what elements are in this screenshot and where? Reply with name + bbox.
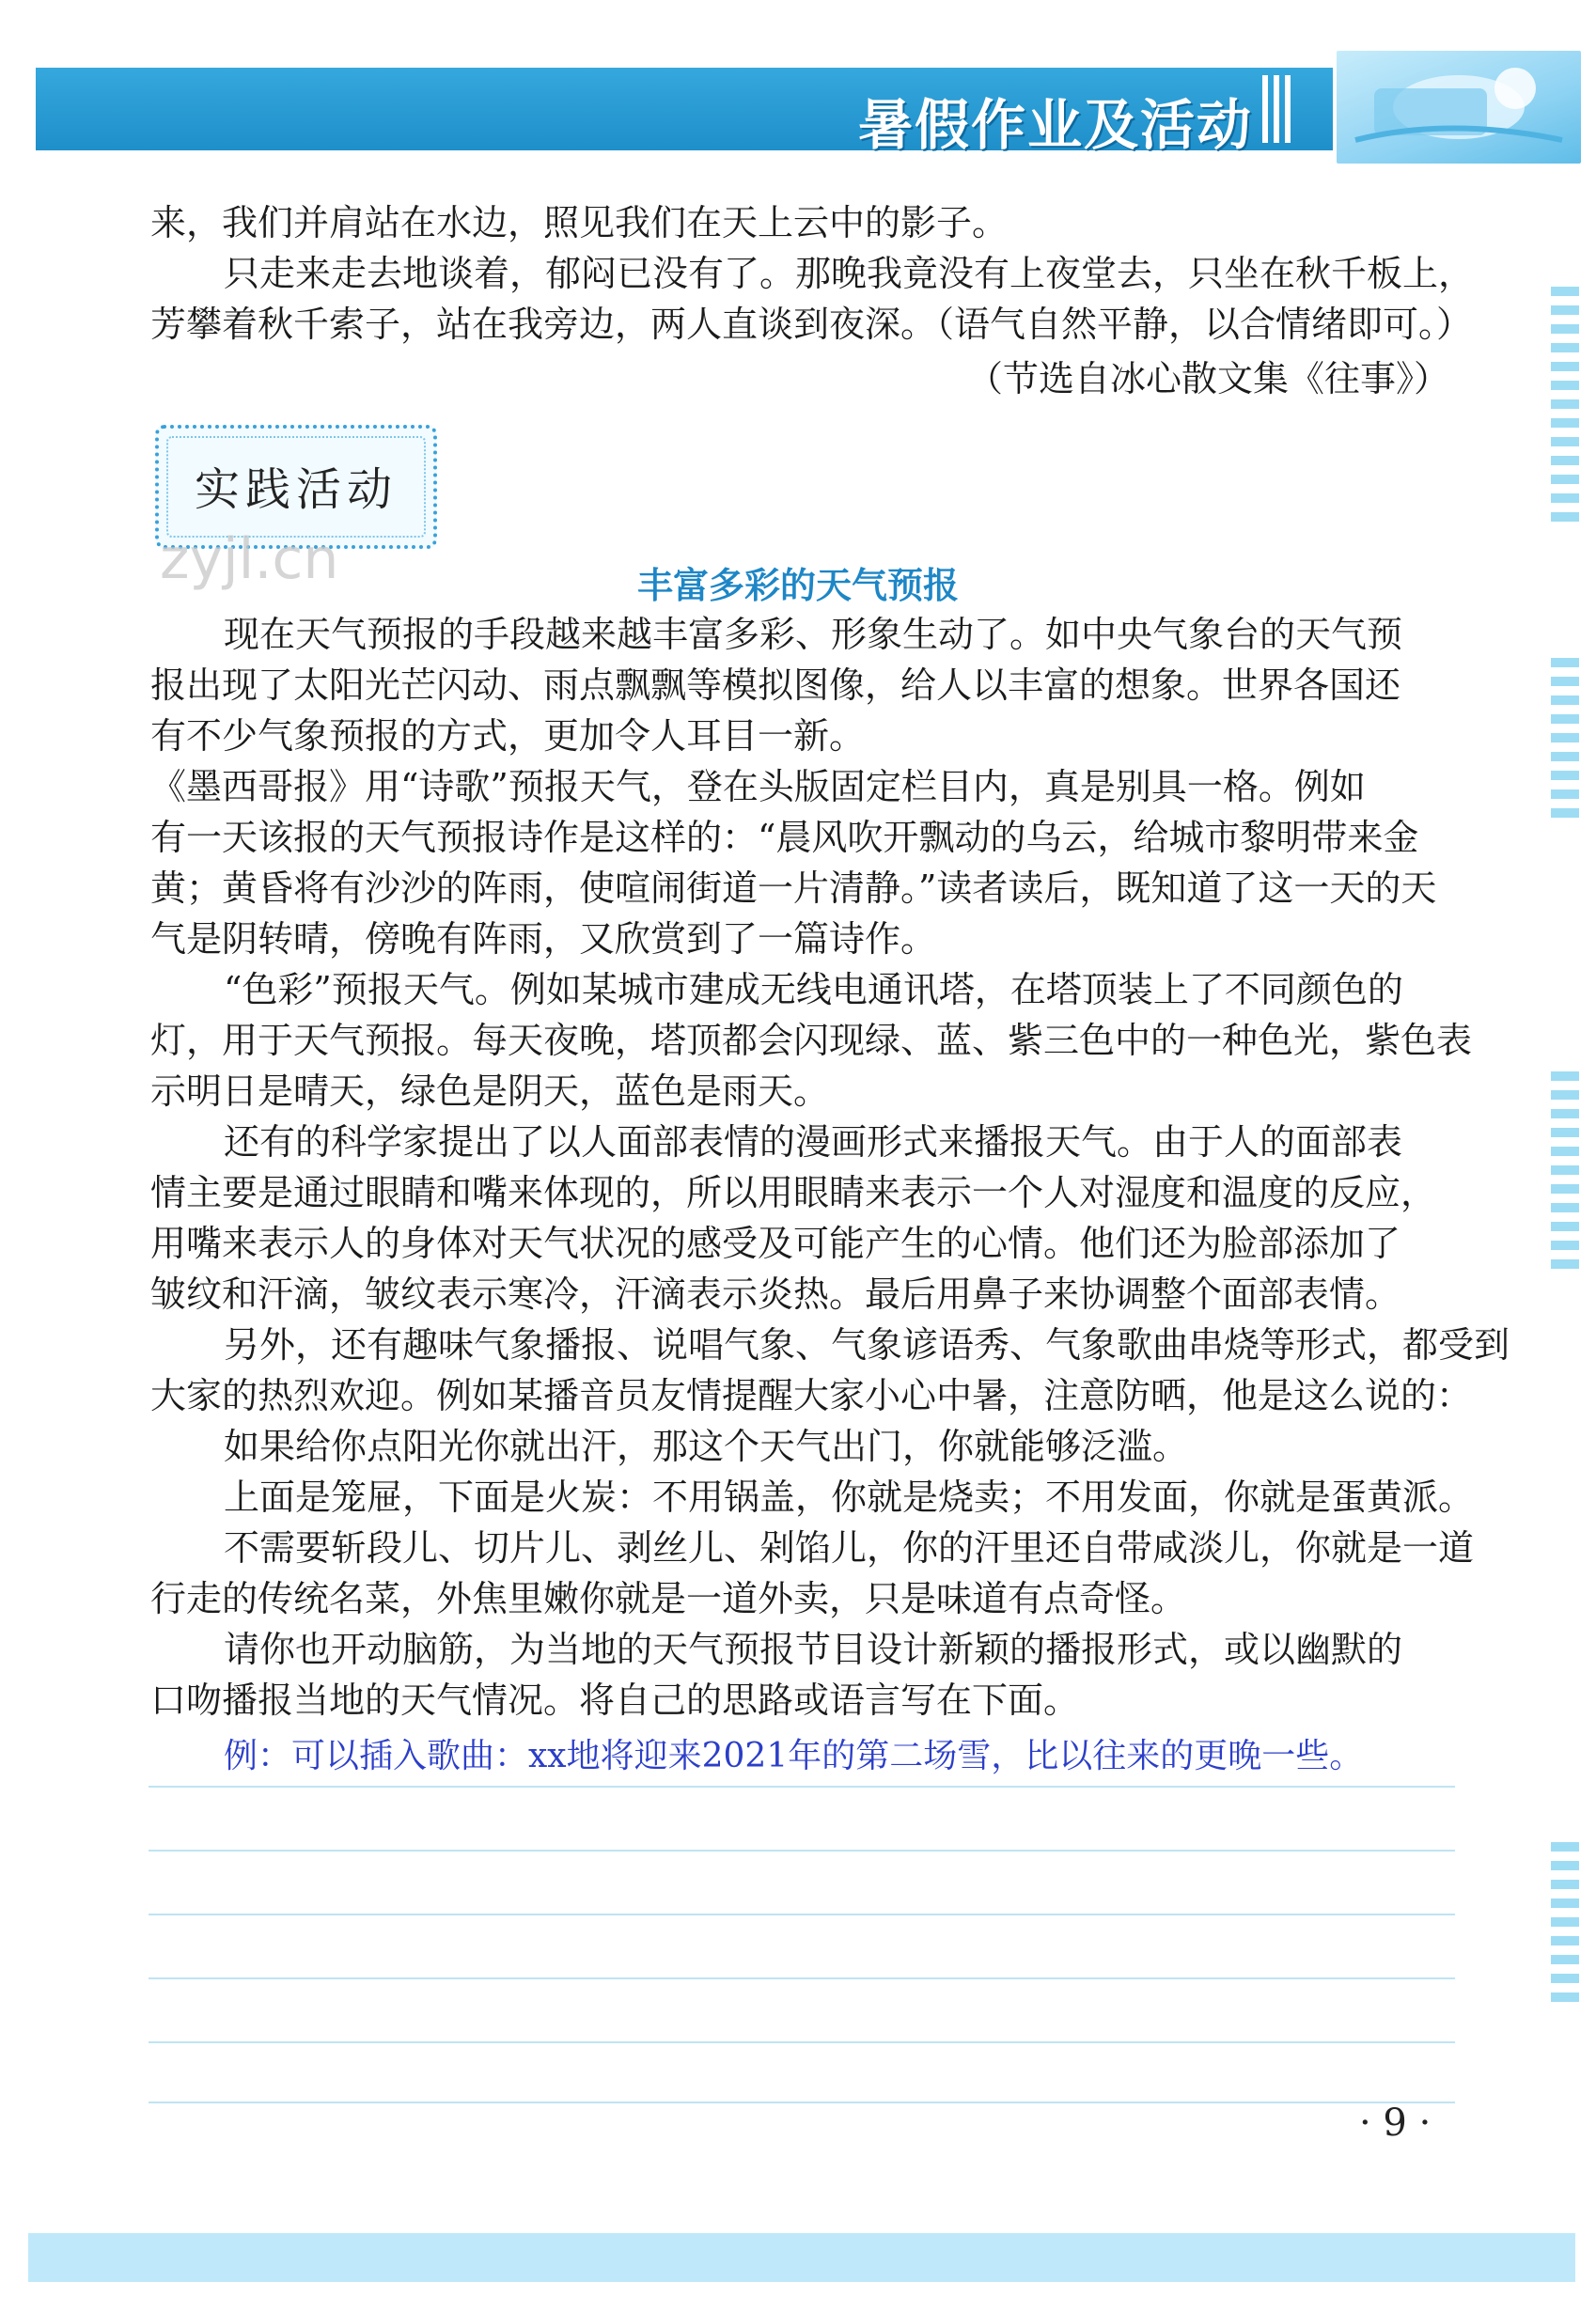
intro-line: 来，我们并肩站在水边，照见我们在天上云中的影子。 — [150, 202, 1009, 243]
quote-line: 上面是笼屉，下面是火炭：不用锅盖，你就是烧卖；不用发面，你就是蛋黄派。 — [224, 1477, 1475, 1518]
writing-line — [149, 1850, 1455, 1852]
page-number: · 9 · — [1359, 2102, 1432, 2145]
writing-line — [149, 2041, 1455, 2043]
body-line: 报出现了太阳光芒闪动、雨点飘飘等模拟图像，给人以丰富的想象。世界各国还 — [150, 664, 1401, 706]
intro-line: 只走来走去地谈着，郁闷已没有了。那晚我竟没有上夜堂去，只坐在秋千板上， — [224, 253, 1475, 294]
body-line: 气是阴转晴，傍晚有阵雨，又欣赏到了一篇诗作。 — [150, 918, 937, 960]
body-line: 《墨西哥报》用“诗歌”预报天气，登在头版固定栏目内，真是别具一格。例如 — [150, 766, 1366, 807]
body-line: 用嘴来表示人的身体对天气状况的感受及可能产生的心情。他们还为脸部添加了 — [150, 1223, 1401, 1264]
body-line: 示明日是晴天，绿色是阴天，蓝色是雨天。 — [150, 1070, 830, 1112]
body-line: 灯，用于天气预报。每天夜晚，塔顶都会闪现绿、蓝、紫三色中的一种色光，紫色表 — [150, 1020, 1473, 1061]
body-line: 另外，还有趣味气象播报、说唱气象、气象谚语秀、气象歌曲串烧等形式，都受到 — [224, 1324, 1510, 1366]
edge-decoration-middle — [1551, 1071, 1579, 1278]
task-line: 请你也开动脑筋，为当地的天气预报节目设计新颖的播报形式，或以幽默的 — [224, 1629, 1403, 1670]
passage-source: （节选自冰心散文集《往事》） — [966, 358, 1449, 399]
edge-decoration-top — [1551, 287, 1579, 531]
body-line: 还有的科学家提出了以人面部表情的漫画形式来播报天气。由于人的面部表 — [224, 1121, 1403, 1163]
body-line: 皱纹和汗滴，皱纹表示寒冷，汗滴表示炎热。最后用鼻子来协调整个面部表情。 — [150, 1274, 1401, 1315]
intro-line: 芳攀着秋千索子，站在我旁边，两人直谈到夜深。（语气自然平静，以合情绪即可。） — [150, 304, 1473, 345]
quote-line: 不需要斩段儿、切片儿、剥丝儿、剁馅儿，你的汗里还自带咸淡儿，你就是一道 — [224, 1527, 1475, 1569]
writing-line — [149, 1786, 1455, 1788]
watermark: zyjl.cn — [160, 526, 339, 592]
body-line: “色彩”预报天气。例如某城市建成无线电通讯塔，在塔顶装上了不同颜色的 — [224, 969, 1403, 1010]
edge-decoration-lower — [1551, 1842, 1579, 2011]
quote-line: 行走的传统名菜，外焦里嫩你就是一道外卖，只是味道有点奇怪。 — [150, 1578, 1187, 1619]
body-line: 有不少气象预报的方式，更加令人耳目一新。 — [150, 715, 866, 757]
answer-text: 例：可以插入歌曲：xx地将迎来2021年的第二场雪，比以往来的更晚一些。 — [224, 1737, 1364, 1775]
article-body — [150, 609, 1510, 1726]
body-line: 现在天气预报的手段越来越丰富多彩、形象生动了。如中央气象台的天气预 — [224, 614, 1403, 655]
activity-title: 丰富多彩的天气预报 — [636, 565, 959, 606]
header-title: 暑假作业及活动 — [857, 93, 1253, 157]
body-line: 情主要是通过眼睛和嘴来体现的，所以用眼睛来表示一个人对湿度和温度的反应， — [150, 1172, 1437, 1213]
activity-label: 实践活动 — [194, 463, 398, 516]
task-line: 口吻播报当地的天气情况。将自己的思路或语言写在下面。 — [150, 1680, 1080, 1721]
intro-passage — [150, 197, 1475, 350]
body-line: 黄；黄昏将有沙沙的阵雨，使喧闹街道一片清静。”读者读后，既知道了这一天的天 — [150, 867, 1437, 909]
edge-decoration-upper — [1551, 658, 1579, 827]
writing-line — [149, 1977, 1455, 1979]
quote-line: 如果给你点阳光你就出汗，那这个天气出门，你就能够泛滥。 — [224, 1426, 1189, 1467]
header-illustration — [1333, 47, 1585, 167]
writing-line — [149, 1914, 1455, 1915]
body-line: 有一天该报的天气预报诗作是这样的：“晨风吹开飘动的乌云，给城市黎明带来金 — [150, 817, 1419, 858]
footer-band — [28, 2233, 1575, 2282]
body-line: 大家的热烈欢迎。例如某播音员友情提醒大家小心中暑，注意防晒，他是这么说的： — [150, 1375, 1473, 1416]
writing-line — [149, 2102, 1455, 2103]
header-divider-bars — [1262, 75, 1300, 143]
